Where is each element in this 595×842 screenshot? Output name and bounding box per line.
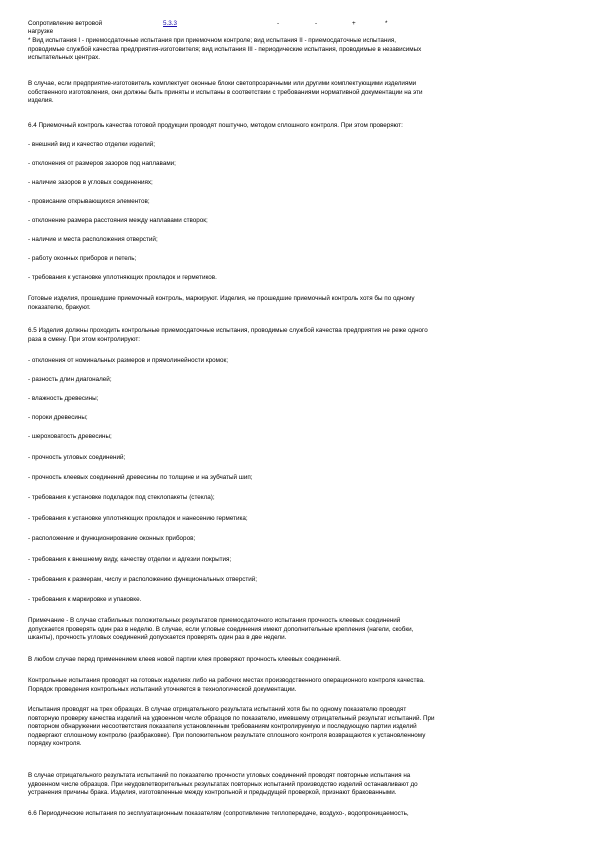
list-item: - требования к внешнему виду, качеству отделки и адгезии покрытия; [28, 556, 232, 563]
paragraph-line: Готовые изделия, прошедшие приемочный контроль, маркируют. Изделия, не прошедшие приемочный контроль хотя бы по одному [28, 295, 415, 302]
list-item: - работу оконных приборов и петель; [28, 255, 137, 262]
note-line: шканты), прочность угловых соединений допускается проверять один раз в две недели. [28, 634, 287, 641]
paragraph-line: Испытания проводят на трех образцах. В случае отрицательного результата испытаний хотя бы по одному показателю проводят [28, 706, 407, 713]
footnote-line: * Вид испытания I - приемосдаточные испытания при приемочном контроле; вид испытания II - приемосдаточные испытания, [28, 37, 397, 44]
list-item: - наличие зазоров в угловых соединениях; [28, 179, 153, 186]
list-item: - провисание открывающихся элементов; [28, 198, 150, 205]
list-item: - отклонения от размеров зазоров под наплавами; [28, 160, 176, 167]
clause-link[interactable]: 5.3.3 [163, 20, 178, 27]
paragraph-line: порядку контроля. [28, 740, 82, 747]
list-item: - отклонения от номинальных размеров и прямолинейности кромок; [28, 357, 228, 364]
clause-6-5: 6.5 Изделия должны проходить контрольные приемосдаточные испытания, проводимые службой качества предприятия не реже одного [28, 327, 428, 334]
footnote-line: испытательных центрах. [28, 54, 101, 61]
list-item: - расположение и функционирование оконных приборов; [28, 535, 196, 542]
note-line: Примечание - В случае стабильных положительных результатов приемосдаточного испытания прочность клеевых соединений [28, 617, 401, 624]
paragraph-line: В случае, если предприятие-изготовитель комплектует оконные блоки светопрозрачными или другими комплектующими изделиями [28, 80, 417, 87]
paragraph-line: Порядок проведения контрольных испытаний уточняется в технологической документации. [28, 685, 297, 693]
list-item: - требования к маркировке и упаковке. [28, 596, 142, 603]
table-row-label-continued: нагрузке [28, 28, 54, 35]
clause-6-5-continued: раза в смену. При этом контролируют: [28, 335, 140, 343]
paragraph-line: повторном обнаружении несоответствия показателя установленным требованиям контролируемую и последующую партии изделий [28, 723, 417, 730]
list-item: - пороки древесины; [28, 414, 88, 421]
paragraph-line: В любом случае перед применением клеев новой партии клея проверяют прочность клеевых соединений. [28, 656, 341, 663]
test-type-2-cell: - [315, 20, 318, 27]
paragraph-line: повторную проверку качества изделий на удвоенном числе образцов по показателю, имевшему отрицательный результат испытаний. При [28, 714, 435, 722]
clause-6-6: 6.6 Периодические испытания по эксплуатационным показателям (сопротивление теплопередаче, воздухо-, водопроницаемость, [28, 810, 409, 817]
footnote-marker-cell: * [385, 20, 388, 27]
paragraph-line: изделия. [28, 97, 54, 104]
footnote-line: проводимые службой качества предприятия-изготовителя; вид испытания III - периодические испытания, проводимые в независимых [28, 45, 422, 53]
test-type-3-cell: + [352, 20, 356, 27]
paragraph-line: Контрольные испытания проводят на готовых изделиях либо на рабочих местах производственного операционного контроля качества. [28, 677, 425, 684]
note-line: допускается проверять один раз в неделю. В случае, если угловые соединения имеют дополнительные крепления (нагели, скобки, [28, 625, 414, 633]
list-item: - шероховатость древесины; [28, 433, 112, 440]
list-item: - прочность клеевых соединений древесины по толщине и на зубчатый шип; [28, 474, 253, 481]
paragraph-line: устранения причины брака. Изделия, изготовленные между контрольной и предыдущей проверкой, признают бракованными. [28, 789, 397, 796]
list-item: - прочность угловых соединений; [28, 454, 126, 461]
paragraph-line: В случае отрицательного результата испытаний по показателю прочности угловых соединений проводят повторные испытания на [28, 772, 411, 779]
list-item: - требования к установке уплотняющих прокладок и герметиков. [28, 274, 217, 281]
test-type-1-cell: - [277, 20, 280, 27]
clause-6-4: 6.4 Приемочный контроль качества готовой продукции проводят поштучно, методом сплошного контроля. При этом проверяют: [28, 122, 403, 129]
list-item: - требования к установке подкладок под стеклопакеты (стекла); [28, 494, 215, 501]
list-item: - наличие и места расположения отверстий; [28, 236, 158, 243]
paragraph-line: показателю, бракуют. [28, 303, 91, 311]
list-item: - требования к установке уплотняющих прокладок и нанесению герметика; [28, 515, 248, 522]
list-item: - разность длин диагоналей; [28, 376, 112, 383]
table-row-label: Сопротивление ветровой [28, 20, 103, 27]
list-item: - влажность древесины; [28, 395, 99, 402]
list-item: - внешний вид и качество отделки изделий; [28, 141, 156, 148]
paragraph-line: удвоенном числе образцов. При неудовлетворительных результатах повторных испытаний производство изделий останавливают до [28, 780, 418, 788]
list-item: - отклонение размера расстояния между наплавами створок; [28, 217, 208, 224]
paragraph-line: собственного изготовления, они должны быть приняты и испытаны в соответствии с требованиями нормативной документации на эти [28, 88, 423, 96]
paragraph-line: подвергают сплошному контролю (разбраковке). При положительном результате сплошного контроля возвращаются к установленному [28, 731, 426, 739]
list-item: - требования к размерам, числу и расположению функциональных отверстий; [28, 576, 258, 583]
